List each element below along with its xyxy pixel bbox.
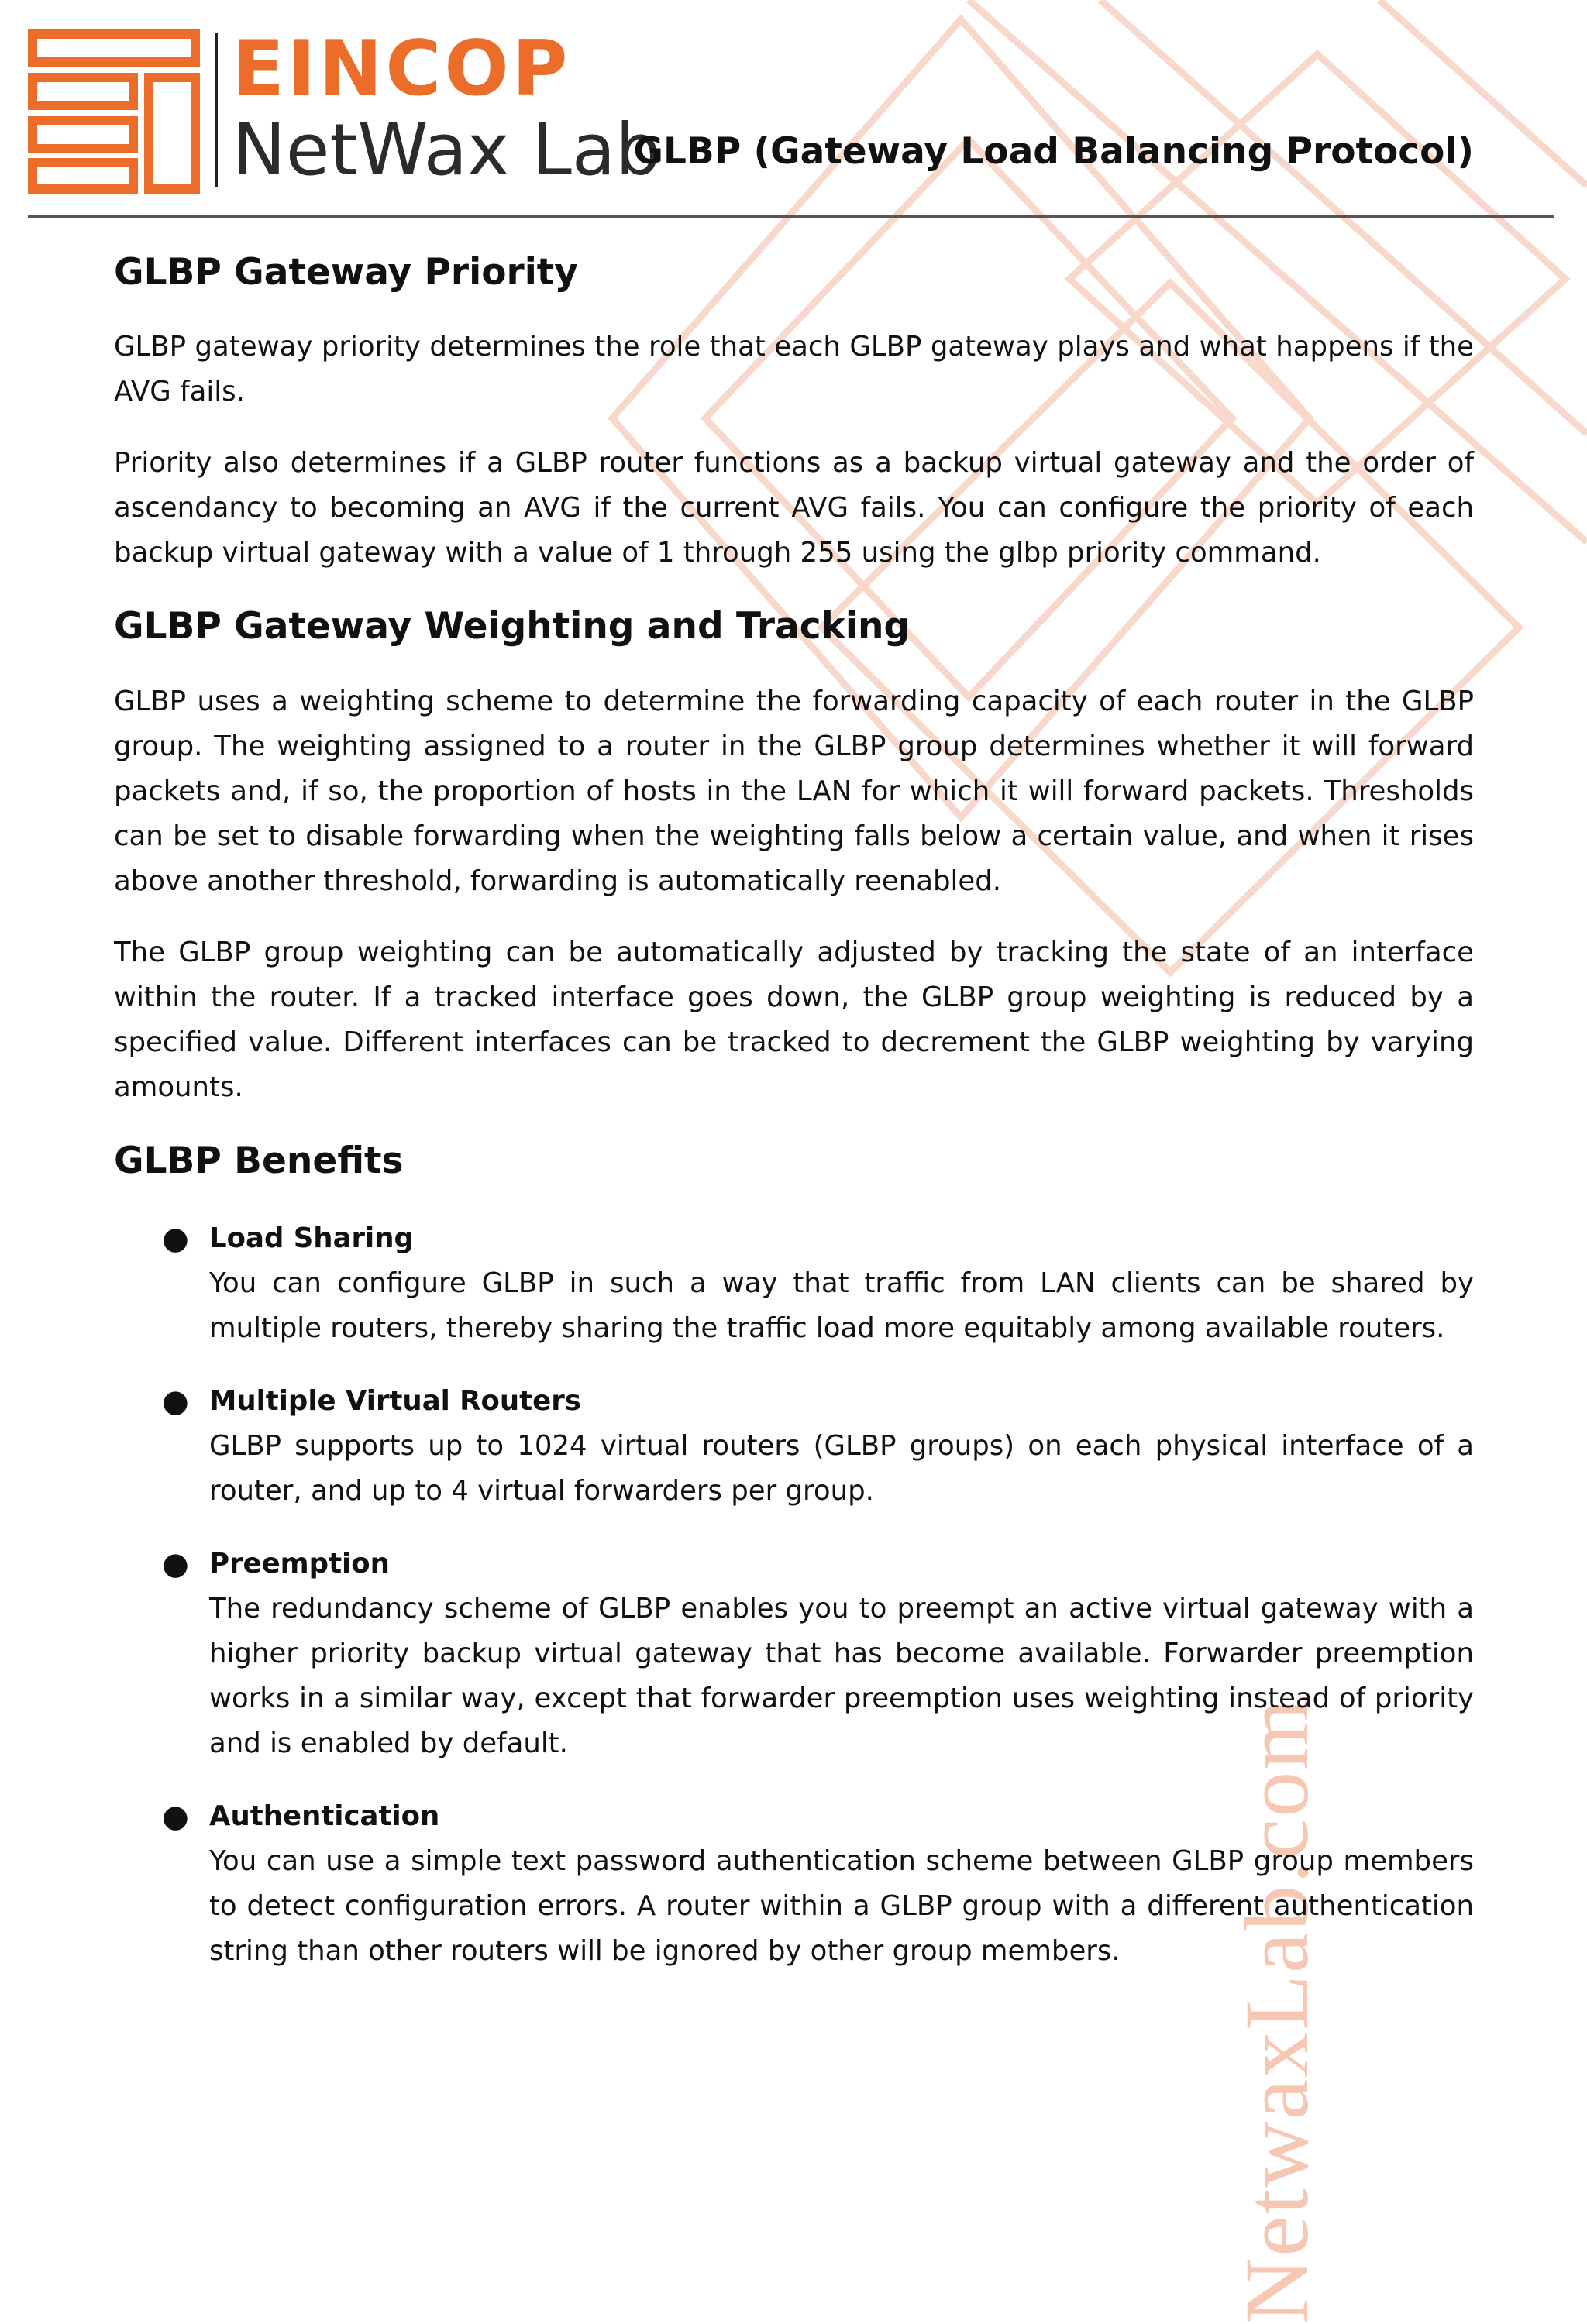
benefit-title: Authentication	[209, 1800, 440, 1833]
bullet-icon: ●	[162, 1799, 189, 1835]
bullet-icon: ●	[162, 1546, 189, 1583]
section-heading: GLBP Gateway Weighting and Tracking	[114, 605, 911, 648]
benefit-title: Preemption	[209, 1548, 390, 1580]
header-divider	[28, 215, 1554, 218]
paragraph: GLBP gateway priority determines the role that each GLBP gateway plays and what happens if the AVG fails.	[114, 331, 1474, 408]
section-heading: GLBP Benefits	[114, 1139, 404, 1182]
section-weighting-tracking	[114, 602, 1474, 1109]
paragraph: Priority also determines if a GLBP router functions as a backup virtual gateway and the order of ascendancy to becoming an AVG if the current AVG fails. You can configure the priority of each backup virtual gateway with a value of 1 through 255 using the glbp priority command.	[114, 447, 1474, 569]
logo-mark-icon	[28, 29, 200, 194]
document-title: GLBP (Gateway Load Balancing Protocol)	[633, 130, 1474, 173]
watermark-text: NetwaxLab.com	[1226, 1697, 1327, 2324]
benefit-text: You can use a simple text password authentication scheme between GLBP group members to detect configuration errors. A router within a GLBP group with a different authentication string than other routers will be ignored by other group members.	[209, 1845, 1474, 1968]
logo-subtitle: NetWax Lab	[232, 108, 661, 191]
bullet-icon: ●	[162, 1221, 189, 1257]
list-item	[114, 1542, 1474, 1766]
list-item	[114, 1216, 1474, 1351]
benefit-title: Load Sharing	[209, 1222, 414, 1255]
section-benefits	[114, 1136, 1474, 1974]
logo-brand: EINCOP	[232, 25, 571, 113]
paragraph: The GLBP group weighting can be automatically adjusted by tracking the state of an interface within the router. If a tracked interface goes down, the GLBP group weighting is reduced by a specified value. Different interfaces can be tracked to decrement the GLBP weighting by varying amounts.	[114, 936, 1474, 1103]
benefit-text: You can configure GLBP in such a way that traffic from LAN clients can be shared by multiple routers, thereby sharing the traffic load more equitably among available routers.	[209, 1267, 1474, 1345]
list-item	[114, 1379, 1474, 1514]
section-gateway-priority	[114, 248, 1474, 576]
logo-divider	[215, 33, 218, 187]
bullet-icon: ●	[162, 1384, 189, 1420]
paragraph: GLBP uses a weighting scheme to determine the forwarding capacity of each router in the GLBP group. The weighting assigned to a router in the GLBP group determines whether it will forward packets and, if so, the proportion of hosts in the LAN for which it will forward packets. Thresholds can be set to disable forwarding when the weighting falls below a certain value, and when it rises above another threshold, forwarding is automatically reenabled.	[114, 685, 1474, 897]
section-heading: GLBP Gateway Priority	[114, 251, 578, 294]
benefit-title: Multiple Virtual Routers	[209, 1385, 581, 1418]
benefits-list	[114, 1216, 1474, 1974]
list-item	[114, 1794, 1474, 1974]
document-body	[114, 232, 1474, 2002]
benefit-text: GLBP supports up to 1024 virtual routers (GLBP groups) on each physical interface of a router, and up to 4 virtual forwarders per group.	[209, 1430, 1474, 1508]
page-header	[0, 0, 1587, 221]
benefit-text: The redundancy scheme of GLBP enables you to preempt an active virtual gateway with a higher priority backup virtual gateway that has become available. Forwarder preemption works in a similar way, except that forwarder preemption uses weighting instead of priority and is enabled by default.	[209, 1593, 1474, 1760]
